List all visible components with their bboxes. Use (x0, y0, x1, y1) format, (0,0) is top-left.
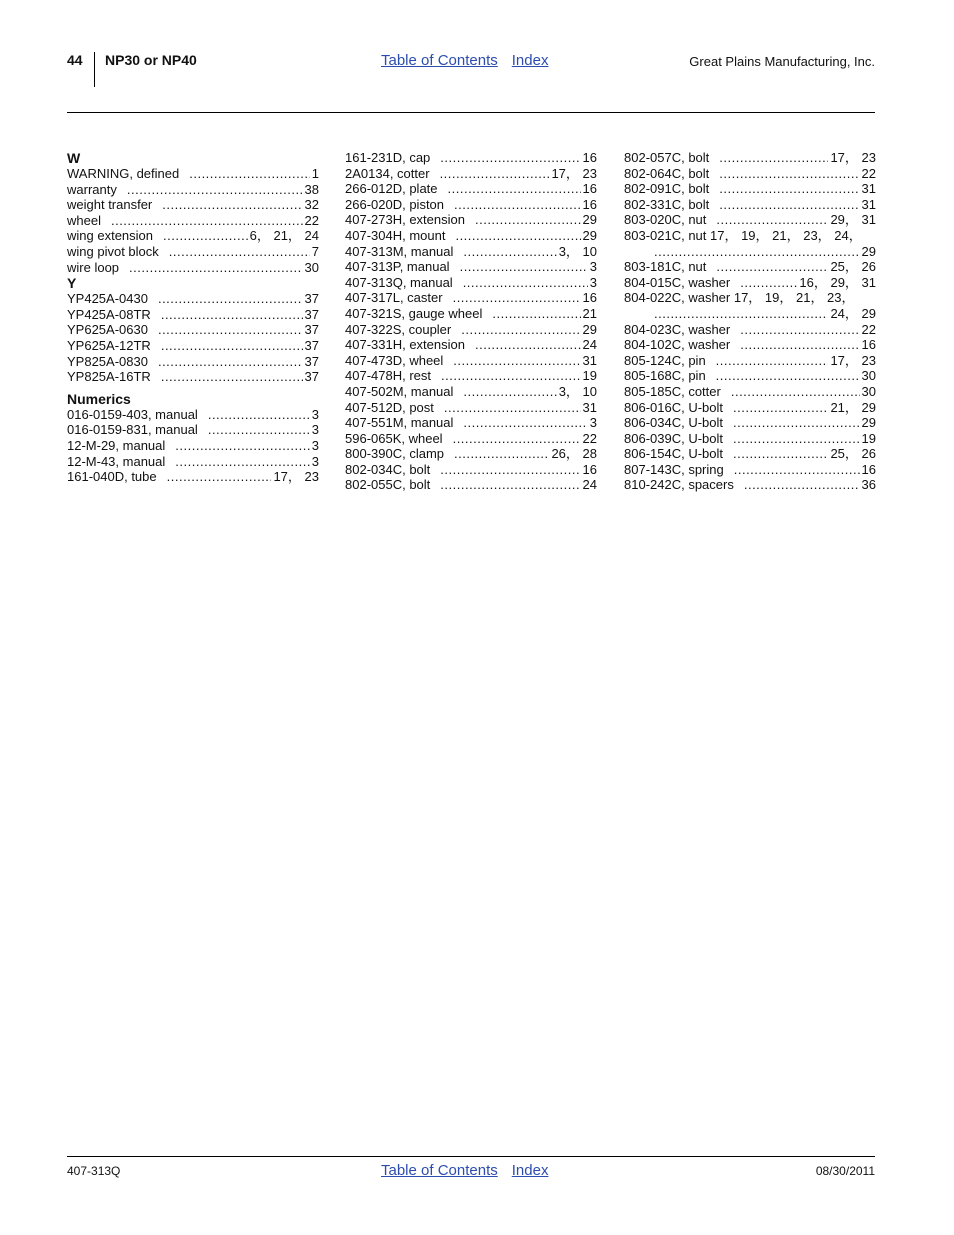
dot-leader (740, 322, 859, 338)
index-entry-term: 596-065K, wheel (345, 430, 443, 446)
dot-leader (453, 290, 581, 306)
index-entry-pages: 21 (582, 305, 597, 321)
index-entry-pages: 31 (582, 399, 597, 415)
dot-leader (444, 400, 581, 416)
dot-leader (733, 400, 828, 416)
index-column-2 (345, 150, 597, 493)
index-entry-pages: 1 (311, 166, 319, 181)
index-entry-term: YP625A-0630 (67, 322, 148, 338)
dot-leader (161, 307, 303, 323)
index-entry-term: 800-390C, clamp (345, 446, 444, 462)
index-entry-pages: 29， 31 (830, 212, 876, 228)
index-entry-pages: 3， 10 (558, 243, 597, 259)
index-entry (624, 384, 876, 400)
index-entry-term: 806-154C, U-bolt (624, 446, 723, 462)
index-entry-term: 266-012D, plate (345, 181, 438, 197)
index-link[interactable]: Index (511, 1162, 549, 1179)
index-entry-pages: 31 (861, 196, 876, 212)
index-entry-term: YP825A-16TR (67, 369, 151, 385)
index-entry-pages: 16 (582, 196, 597, 212)
index-entry-pages: 19 (582, 368, 597, 384)
dot-leader (463, 244, 556, 260)
dot-leader (719, 181, 859, 197)
index-entry-pages: 37 (304, 306, 319, 322)
index-entry-term: wing pivot block (67, 243, 159, 259)
index-entry (67, 438, 319, 454)
index-entry (67, 228, 319, 244)
index-entry-term: 807-143C, spring (624, 461, 724, 477)
index-entry-term: WARNING, defined (67, 166, 180, 181)
dot-leader (744, 477, 860, 493)
dot-leader (734, 462, 860, 478)
index-entry (345, 353, 597, 369)
dot-leader (461, 322, 580, 338)
header-nav (381, 52, 548, 69)
index-entry-term: 810-242C, spacers (624, 477, 734, 493)
index-entry (67, 322, 319, 338)
dot-leader (453, 353, 580, 369)
dot-leader (492, 306, 580, 322)
index-entry (624, 462, 876, 478)
index-entry (345, 275, 597, 291)
index-entry (345, 400, 597, 416)
index-entry-term: 805-124C, pin (624, 352, 706, 368)
index-entry (67, 307, 319, 323)
index-entry (624, 166, 876, 182)
dot-leader (440, 462, 580, 478)
index-entry-term: 803-181C, nut (624, 259, 707, 275)
index-entry (624, 446, 876, 462)
index-entry-pages: 3 (589, 274, 597, 290)
index-entry-term: 803-020C, nut (624, 212, 707, 228)
index-entry-term: 804-015C, washer (624, 274, 731, 290)
index-entry (67, 369, 319, 385)
index-entry (345, 166, 597, 182)
index-entry (624, 275, 876, 291)
dot-leader (175, 438, 309, 454)
dot-leader (731, 384, 860, 400)
dot-leader (129, 260, 303, 276)
index-entry (624, 290, 876, 306)
index-entry-pages: 22 (861, 165, 876, 181)
index-entry (345, 290, 597, 306)
page-number: 44 (67, 52, 83, 68)
table-of-contents-link[interactable]: Table of Contents (381, 1162, 498, 1179)
footer-nav (381, 1162, 548, 1179)
index-entry-pages: 16 (582, 150, 597, 165)
index-entry-pages: 37 (304, 353, 319, 369)
dot-leader (654, 306, 828, 322)
dot-leader (158, 291, 303, 307)
index-entry-term: weight transfer (67, 197, 153, 213)
index-entry (624, 244, 876, 260)
dot-leader (733, 415, 860, 431)
index-entry-term: 802-055C, bolt (345, 477, 431, 493)
index-entry-term: YP425A-08TR (67, 306, 151, 322)
index-entry (345, 337, 597, 353)
index-entry-term: 407-317L, caster (345, 290, 443, 306)
index-entry (345, 415, 597, 431)
section-numerics-entries (67, 407, 319, 485)
index-entry-pages: 3 (311, 437, 319, 453)
dot-leader (716, 212, 828, 228)
index-entry (67, 422, 319, 438)
index-column-3 (624, 150, 876, 493)
document-title: NP30 or NP40 (105, 52, 197, 68)
dot-leader (719, 197, 859, 213)
index-entry-term: 266-020D, piston (345, 196, 445, 212)
footer-rule (67, 1156, 875, 1157)
index-entry-pages: 29 (582, 321, 597, 337)
index-entry-term: wing extension (67, 228, 153, 244)
index-entry (345, 228, 597, 244)
index-entry-pages: 16 (582, 461, 597, 477)
index-entry-pages: 3， 10 (558, 383, 597, 399)
dot-leader (440, 477, 580, 493)
section-w-entries (67, 166, 319, 275)
index-entry (67, 213, 319, 229)
index-entry-pages: 24 (582, 337, 597, 353)
index-entry-term: YP625A-12TR (67, 337, 151, 353)
dot-leader (158, 322, 303, 338)
index-entry-term: 161-040D, tube (67, 469, 157, 485)
dot-leader (208, 422, 310, 438)
dot-leader (440, 166, 550, 182)
index-entry (624, 259, 876, 275)
index-entry-term: 407-473D, wheel (345, 352, 444, 368)
section-y-entries (67, 291, 319, 385)
index-entry-pages: 36 (861, 477, 876, 493)
dot-leader (475, 212, 581, 228)
dot-leader (127, 182, 303, 198)
index-entry-pages: 30 (861, 383, 876, 399)
index-entry-pages: 22 (582, 430, 597, 446)
index-entry-term: 802-057C, bolt (624, 150, 710, 165)
section-heading-w: W (67, 150, 81, 166)
index-entry (624, 181, 876, 197)
index-entry (624, 477, 876, 493)
dot-leader (162, 197, 302, 213)
index-entry-pages: 25， 26 (830, 446, 876, 462)
dot-leader (448, 181, 581, 197)
index-entry-term: 407-321S, gauge wheel (345, 305, 483, 321)
index-entry (624, 228, 876, 244)
index-entry-pages: 37 (304, 322, 319, 338)
index-entry (67, 244, 319, 260)
index-entry-pages: 26， 28 (551, 446, 597, 462)
index-entry-pages: 24 (582, 477, 597, 493)
index-entry-term: 802-064C, bolt (624, 165, 710, 181)
index-entry (624, 197, 876, 213)
index-entry-pages: 29 (861, 415, 876, 431)
dot-leader (441, 368, 581, 384)
column-3-entries (624, 150, 876, 493)
index-entry-pages: 17， 23 (830, 150, 876, 165)
index-entry-term: 806-034C, U-bolt (624, 415, 723, 431)
dot-leader (475, 337, 581, 353)
index-entry (624, 337, 876, 353)
index-entry-term: 2A0134, cotter (345, 165, 430, 181)
index-entry (624, 400, 876, 416)
index-entry (624, 212, 876, 228)
index-entry-pages: 21， 29 (830, 399, 876, 415)
dot-leader (163, 228, 248, 244)
index-entry (67, 197, 319, 213)
index-entry (345, 446, 597, 462)
document-number: 407-313Q (67, 1164, 121, 1178)
index-entry (345, 384, 597, 400)
index-entry (67, 260, 319, 276)
dot-leader (463, 384, 556, 400)
dot-leader (463, 275, 588, 291)
index-entry-pages: 16， 29， 31 (799, 274, 876, 290)
index-entry-term: 804-022C, washer 17， 19， 21， 23， (624, 290, 855, 306)
index-entry-term: 803-021C, nut 17， 19， 21， 23， 24， (624, 227, 862, 243)
index-entry-term: 805-168C, pin (624, 368, 706, 384)
index-entry-term: 016-0159-831, manual (67, 422, 198, 438)
index-entry (345, 259, 597, 275)
index-entry (624, 150, 876, 166)
index-entry-pages: 6， 21， 24 (249, 228, 319, 244)
header-divider (94, 52, 95, 87)
index-entry-term: 802-331C, bolt (624, 196, 710, 212)
index-entry (345, 244, 597, 260)
index-entry-term: YP825A-0830 (67, 353, 148, 369)
index-entry (67, 407, 319, 423)
index-entry-term: 407-502M, manual (345, 383, 454, 399)
dot-leader (719, 166, 859, 182)
index-entry-pages: 3 (589, 259, 597, 275)
index-entry (345, 150, 597, 166)
index-entry-term: 407-313M, manual (345, 243, 454, 259)
column-2-entries (345, 150, 597, 493)
index-entry (345, 181, 597, 197)
dot-leader (161, 369, 303, 385)
index-entry-pages: 17， 23 (551, 165, 597, 181)
index-entry-pages: 16 (582, 290, 597, 306)
dot-leader (167, 469, 272, 485)
index-entry-term: 802-034C, bolt (345, 461, 431, 477)
dot-leader (453, 431, 581, 447)
company-name: Great Plains Manufacturing, Inc. (689, 54, 875, 69)
index-entry (345, 322, 597, 338)
index-entry-pages: 3 (311, 406, 319, 422)
dot-leader (161, 338, 303, 354)
index-entry-term: wire loop (67, 259, 120, 275)
dot-leader (169, 244, 310, 260)
index-entry (624, 353, 876, 369)
dot-leader (740, 275, 797, 291)
index-entry-term: 806-016C, U-bolt (624, 399, 723, 415)
index-entry-pages: 16 (861, 337, 876, 353)
index-entry-pages: 31 (582, 352, 597, 368)
index-entry (624, 415, 876, 431)
index-entry (67, 354, 319, 370)
index-entry-term: wheel (67, 212, 101, 228)
index-entry-term: 804-102C, washer (624, 337, 731, 353)
dot-leader (454, 197, 581, 213)
index-entry-pages: 30 (304, 259, 319, 275)
index-entry-term: 016-0159-403, manual (67, 406, 198, 422)
dot-leader (175, 454, 309, 470)
index-entry-pages: 25， 26 (830, 259, 876, 275)
index-entry-pages: 16 (861, 461, 876, 477)
index-entry-pages: 19 (861, 430, 876, 446)
dot-leader (716, 368, 860, 384)
dot-leader (654, 244, 860, 260)
index-entry-term: 12-M-29, manual (67, 437, 166, 453)
dot-leader (158, 354, 303, 370)
dot-leader (208, 407, 310, 423)
index-entry-pages: 38 (304, 181, 319, 197)
index-link[interactable]: Index (511, 52, 549, 69)
index-entry-pages: 17， 23 (830, 352, 876, 368)
index-entry (67, 469, 319, 485)
index-entry-term: 407-313Q, manual (345, 274, 453, 290)
index-entry-term: 802-091C, bolt (624, 181, 710, 197)
dot-leader (733, 431, 860, 447)
index-entry (67, 338, 319, 354)
index-entry-pages: 22 (861, 321, 876, 337)
index-entry-pages: 37 (304, 291, 319, 307)
index-entry-pages: 3 (311, 422, 319, 438)
index-entry-pages: 16 (582, 181, 597, 197)
index-entry-term: 407-304H, mount (345, 227, 446, 243)
index-entry-pages: 29 (861, 243, 876, 259)
table-of-contents-link[interactable]: Table of Contents (381, 52, 498, 69)
section-heading-numerics: Numerics (67, 390, 131, 407)
index-entry-term: 806-039C, U-bolt (624, 430, 723, 446)
index-entry (624, 368, 876, 384)
index-entry-pages: 22 (304, 212, 319, 228)
index-entry-term: YP425A-0430 (67, 291, 148, 307)
section-heading-y: Y (67, 275, 77, 292)
index-entry-pages: 7 (311, 243, 319, 259)
index-entry (345, 368, 597, 384)
index-entry-term: 12-M-43, manual (67, 453, 166, 469)
index-entry (67, 454, 319, 470)
index-entry (345, 431, 597, 447)
index-entry-term: 805-185C, cotter (624, 383, 721, 399)
dot-leader (460, 259, 588, 275)
dot-leader (454, 446, 549, 462)
index-entry-term: 804-023C, washer (624, 321, 731, 337)
index-entry-pages: 37 (304, 369, 319, 385)
index-entry (624, 306, 876, 322)
index-entry (345, 477, 597, 493)
index-entry-pages: 24， 29 (830, 305, 876, 321)
dot-leader (740, 337, 859, 353)
index-entry (67, 182, 319, 198)
index-entry-pages: 31 (861, 181, 876, 197)
dot-leader (716, 259, 828, 275)
index-entry-term: 407-512D, post (345, 399, 434, 415)
index-entry-term: 407-313P, manual (345, 259, 450, 275)
dot-leader (719, 150, 828, 166)
index-entry (624, 322, 876, 338)
dot-leader (111, 213, 303, 229)
index-entry (345, 306, 597, 322)
index-entry (624, 431, 876, 447)
index-entry-pages: 29 (582, 227, 597, 243)
dot-leader (440, 150, 580, 166)
index-entry (345, 197, 597, 213)
document-date: 08/30/2011 (815, 1164, 875, 1178)
dot-leader (716, 353, 829, 369)
index-entry-term: 407-273H, extension (345, 212, 465, 228)
index-entry (67, 291, 319, 307)
dot-leader (455, 228, 580, 244)
index-entry (345, 212, 597, 228)
index-entry-term: 407-331H, extension (345, 337, 465, 353)
index-entry-pages: 32 (304, 197, 319, 213)
index-entry-pages: 29 (582, 212, 597, 228)
index-entry-term: warranty (67, 181, 117, 197)
index-entry-pages: 37 (304, 337, 319, 353)
header-rule (67, 112, 875, 113)
index-entry-pages: 3 (311, 453, 319, 469)
index-entry-term: 161-231D, cap (345, 150, 431, 165)
index-entry-pages: 3 (589, 415, 597, 431)
dot-leader (189, 166, 310, 182)
dot-leader (733, 446, 828, 462)
index-entry-term: 407-322S, coupler (345, 321, 452, 337)
index-entry-term: 407-478H, rest (345, 368, 431, 384)
index-entry-pages: 30 (861, 368, 876, 384)
index-entry-term: 407-551M, manual (345, 415, 454, 431)
index-column-1 (67, 150, 319, 485)
index-entry (345, 462, 597, 478)
index-entry (67, 166, 319, 182)
dot-leader (463, 415, 587, 431)
index-entry-pages: 17， 23 (273, 469, 319, 485)
